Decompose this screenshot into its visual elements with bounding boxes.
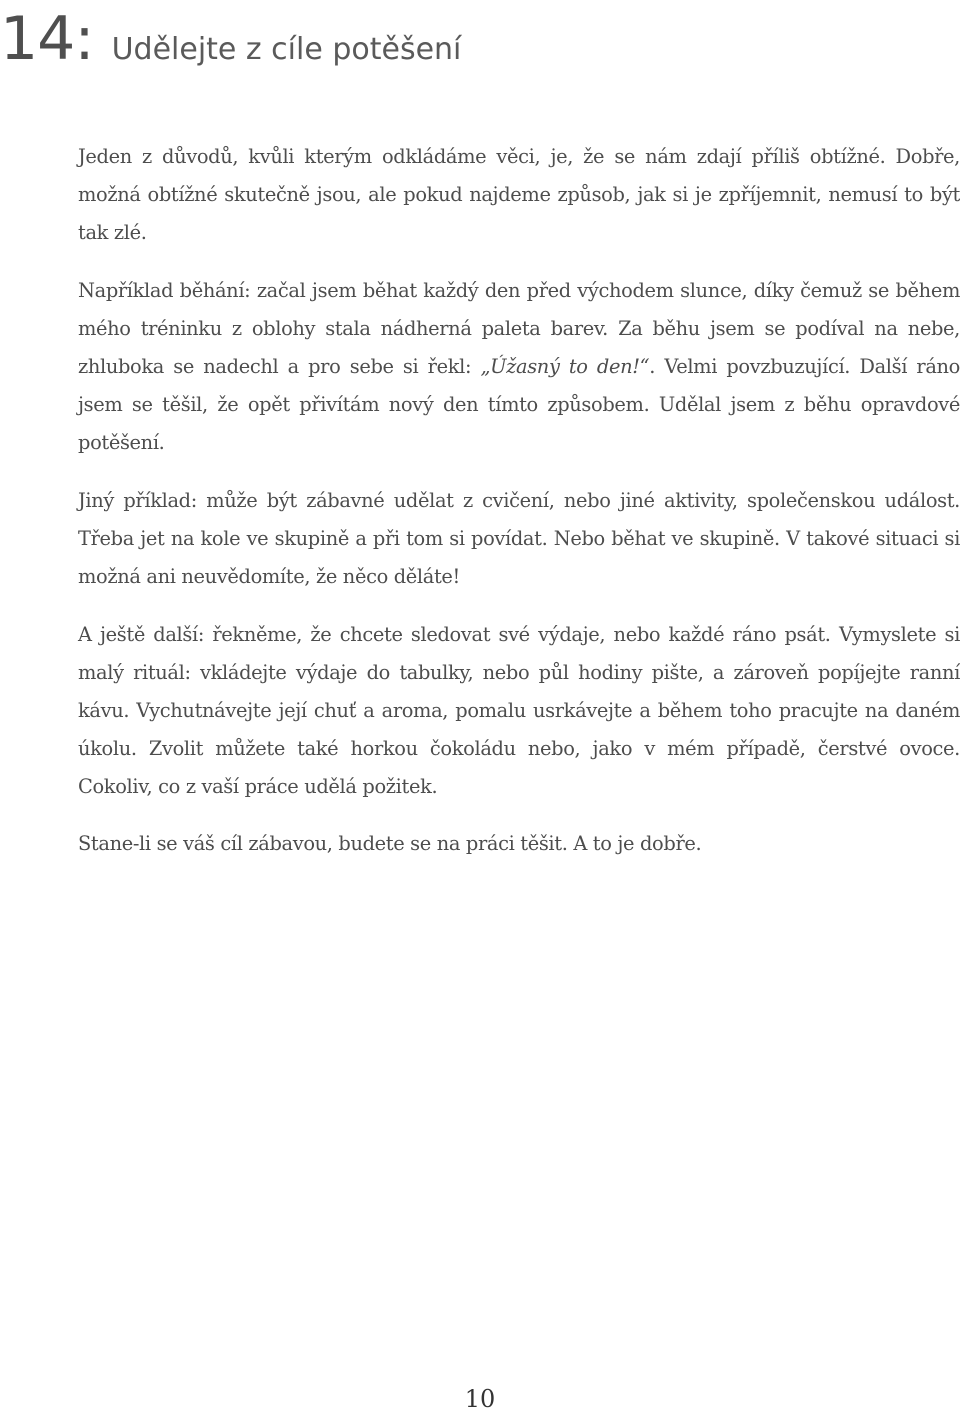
chapter-number: 14: xyxy=(0,4,94,74)
paragraph-5: Stane-li se váš cíl zábavou, budete se na práci těšit. A to je dobře. xyxy=(78,832,702,855)
paragraph-1: Jeden z důvodů, kvůli kterým odkládáme věci, je, že se nám zdají příliš obtížné. Dobře, možná obtížné skutečně jsou, ale pokud najdeme způsob, jak si je zpříjemnit, nemusí to být tak zlé. xyxy=(78,145,960,244)
chapter-heading xyxy=(0,6,461,76)
quoted-exclamation: „Úžasný to den!“ xyxy=(480,355,650,378)
paragraph-4: A ještě další: řekněme, že chcete sledovat své výdaje, nebo každé ráno psát. Vymyslete si malý rituál: vkládejte výdaje do tabulky, nebo půl hodiny pište, a zároveň popíjejte ranní kávu. Vychutnávejte její chuť a aroma, pomalu usrkávejte a během toho pracujte na daném úkolu. Zvolit můžete také horkou čokoládu nebo, jako v mém případě, čerstvé ovoce. Cokoliv, co z vaší práce udělá požitek. xyxy=(78,623,960,798)
page-number: 10 xyxy=(464,1385,496,1413)
paragraph-2 xyxy=(78,272,960,462)
chapter-body xyxy=(78,138,960,882)
paragraph-2-text-start: Například běhání: začal jsem běhat každý den před východem slunce, díky čemuž se během mého tréninku z oblohy stala nádherná paleta barev. Za běhu jsem se podíval na nebe, zhluboka se nadechl a pro sebe si řekl: xyxy=(78,279,960,378)
chapter-title: Udělejte z cíle potěšení xyxy=(111,32,462,67)
paragraph-3: Jiný příklad: může být zábavné udělat z cvičení, nebo jiné aktivity, společenskou událost. Třeba jet na kole ve skupině a při tom si povídat. Nebo běhat ve skupině. V takové situaci si možná ani neuvědomíte, že něco děláte! xyxy=(78,489,960,588)
paragraph-2-text-end: . Velmi povzbuzující. Další ráno jsem se těšil, že opět přivítám nový den tímto způsobem. Udělal jsem z běhu opravdové potěšení. xyxy=(78,355,960,454)
